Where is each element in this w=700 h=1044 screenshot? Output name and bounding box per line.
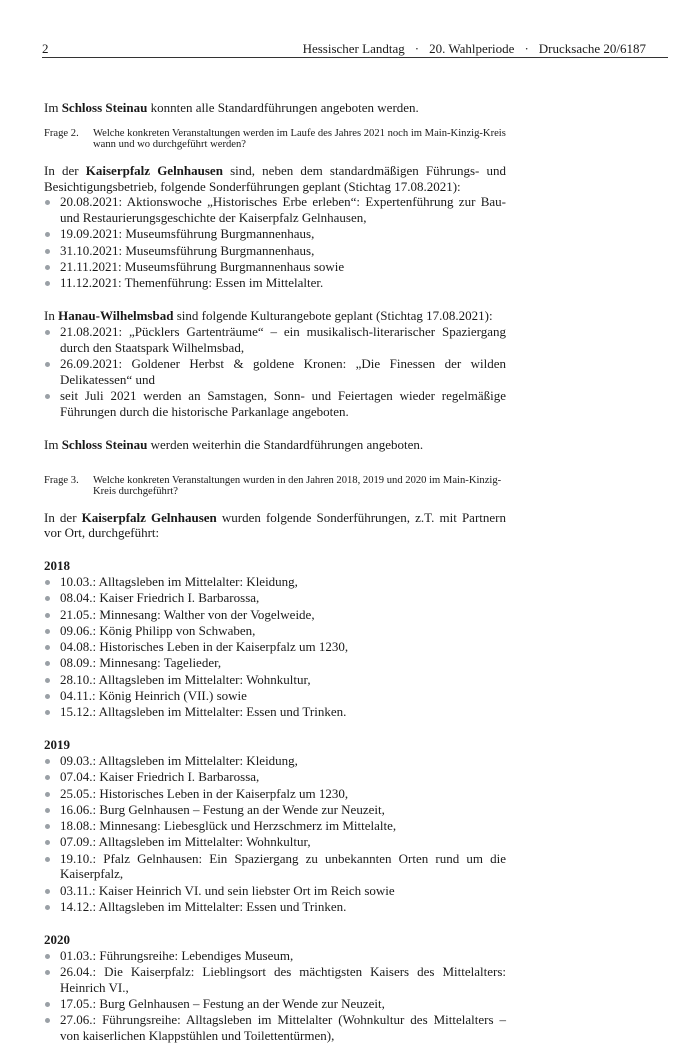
list-item: 26.09.2021: Goldener Herbst & goldene Kronen: „Die Finessen der wilden Delikatessen“ und <box>44 356 506 388</box>
header-separator: · <box>414 41 420 56</box>
list-item: 15.12.: Alltagsleben im Mittelalter: Essen und Trinken. <box>44 704 506 720</box>
list-item: 08.09.: Minnesang: Tagelieder, <box>44 655 506 671</box>
list-item: 21.05.: Minnesang: Walther von der Vogelweide, <box>44 607 506 623</box>
list-item: 10.03.: Alltagsleben im Mittelalter: Kleidung, <box>44 574 506 590</box>
year-heading: 2019 <box>44 737 70 753</box>
list-item: 14.12.: Alltagsleben im Mittelalter: Essen und Trinken. <box>44 899 506 915</box>
page-header <box>42 41 658 57</box>
list-item: 01.03.: Führungsreihe: Lebendiges Museum, <box>44 948 506 964</box>
list-item: 27.06.: Führungsreihe: Alltagsleben im Mittelalter (Wohnkultur des Mittelalters – von kaiserlichen Klappstühlen und Toilettentürmen), <box>44 1012 506 1044</box>
question-text: Welche konkreten Veranstaltungen wurden in den Jahren 2018, 2019 und 2020 im Main-Kinzig-Kreis durchgeführt? <box>93 474 502 498</box>
list-item: 19.10.: Pfalz Gelnhausen: Ein Spaziergang zu unbekannten Orten rund um die Kaiserpfalz, <box>44 851 506 883</box>
answer-steinau: Im Schloss Steinau konnten alle Standardführungen angeboten werden. <box>44 100 419 115</box>
answer-steinau-2: Im Schloss Steinau werden weiterhin die Standardführungen angeboten. <box>44 436 424 452</box>
question-label: Frage 2. <box>44 127 79 139</box>
list-item: 26.04.: Die Kaiserpfalz: Lieblingsort des mächtigsten Kaisers des Mittelalters: Heinrich VI., <box>44 964 506 996</box>
list-item: 04.08.: Historisches Leben in der Kaiserpfalz um 1230, <box>44 639 506 655</box>
header-text <box>303 41 646 57</box>
gelnhausen-2021-list <box>44 194 506 291</box>
header-period: 20. Wahlperiode <box>429 41 515 56</box>
list-item: 16.06.: Burg Gelnhausen – Festung an der Wende zur Neuzeit, <box>44 802 506 818</box>
header-rule <box>42 57 668 58</box>
list-item: 31.10.2021: Museumsführung Burgmannenhaus, <box>44 243 506 259</box>
list-item: 09.03.: Alltagsleben im Mittelalter: Kleidung, <box>44 753 506 769</box>
year-heading: 2018 <box>44 558 70 574</box>
header-parliament: Hessischer Landtag <box>302 41 405 56</box>
question-text: Welche konkreten Veranstaltungen werden im Laufe des Jahres 2021 noch im Main-Kinzig-Kreis wann und wo durchgeführt werden? <box>93 127 506 151</box>
events-2019-list <box>44 753 506 915</box>
list-item: 21.11.2021: Museumsführung Burgmannenhaus sowie <box>44 259 506 275</box>
list-item: 28.10.: Alltagsleben im Mittelalter: Wohnkultur, <box>44 672 506 688</box>
list-item: 04.11.: König Heinrich (VII.) sowie <box>44 688 506 704</box>
list-item: 11.12.2021: Themenführung: Essen im Mittelalter. <box>44 275 506 291</box>
list-item: 20.08.2021: Aktionswoche „Historisches Erbe erleben“: Expertenführung zur Bau- und Restaurierungsgeschichte der Kaiserpfalz Gelnhausen, <box>44 194 506 226</box>
list-item: 09.06.: König Philipp von Schwaben, <box>44 623 506 639</box>
list-item: 07.09.: Alltagsleben im Mittelalter: Wohnkultur, <box>44 834 506 850</box>
hanau-2021-list <box>44 324 506 420</box>
header-document-number: Drucksache 20/6187 <box>538 41 646 56</box>
question-label: Frage 3. <box>44 474 79 486</box>
events-2020-list <box>44 948 506 1044</box>
list-item: 18.08.: Minnesang: Liebesglück und Herzschmerz im Mittelalte, <box>44 818 506 834</box>
answer-3-intro: In der Kaiserpfalz Gelnhausen wurden folgende Sonderführungen, z.T. mit Partnern vor Ort, durchgeführt: <box>44 509 506 541</box>
answer-gelnhausen-intro: In der Kaiserpfalz Gelnhausen sind, neben dem standardmäßigen Führungs- und Besichtigungsbetrieb, folgende Sonderführungen geplant (Stichtag 17.08.2021): <box>44 162 506 194</box>
question-3 <box>44 475 506 498</box>
answer-hanau-intro: In Hanau-Wilhelmsbad sind folgende Kulturangebote geplant (Stichtag 17.08.2021): <box>44 308 493 324</box>
list-item: 21.08.2021: „Pücklers Gartenträume“ – ein musikalisch-literarischer Spaziergang durch den Staatspark Wilhelmsbad, <box>44 324 506 356</box>
list-item: 17.05.: Burg Gelnhausen – Festung an der Wende zur Neuzeit, <box>44 996 506 1012</box>
list-item: 19.09.2021: Museumsführung Burgmannenhaus, <box>44 226 506 242</box>
list-item: 25.05.: Historisches Leben in der Kaiserpfalz um 1230, <box>44 786 506 802</box>
document-body <box>44 100 506 1044</box>
list-item: 03.11.: Kaiser Heinrich VI. und sein liebster Ort im Reich sowie <box>44 883 506 899</box>
year-heading: 2020 <box>44 931 70 947</box>
header-separator: · <box>524 41 529 56</box>
list-item: seit Juli 2021 werden an Samstagen, Sonn- und Feiertagen wieder regelmäßige Führungen durch die historische Parkanlage angeboten. <box>44 388 506 420</box>
events-2018-list <box>44 574 506 720</box>
question-2 <box>44 128 506 151</box>
page-number: 2 <box>42 41 49 56</box>
list-item: 07.04.: Kaiser Friedrich I. Barbarossa, <box>44 769 506 785</box>
list-item: 08.04.: Kaiser Friedrich I. Barbarossa, <box>44 590 506 606</box>
